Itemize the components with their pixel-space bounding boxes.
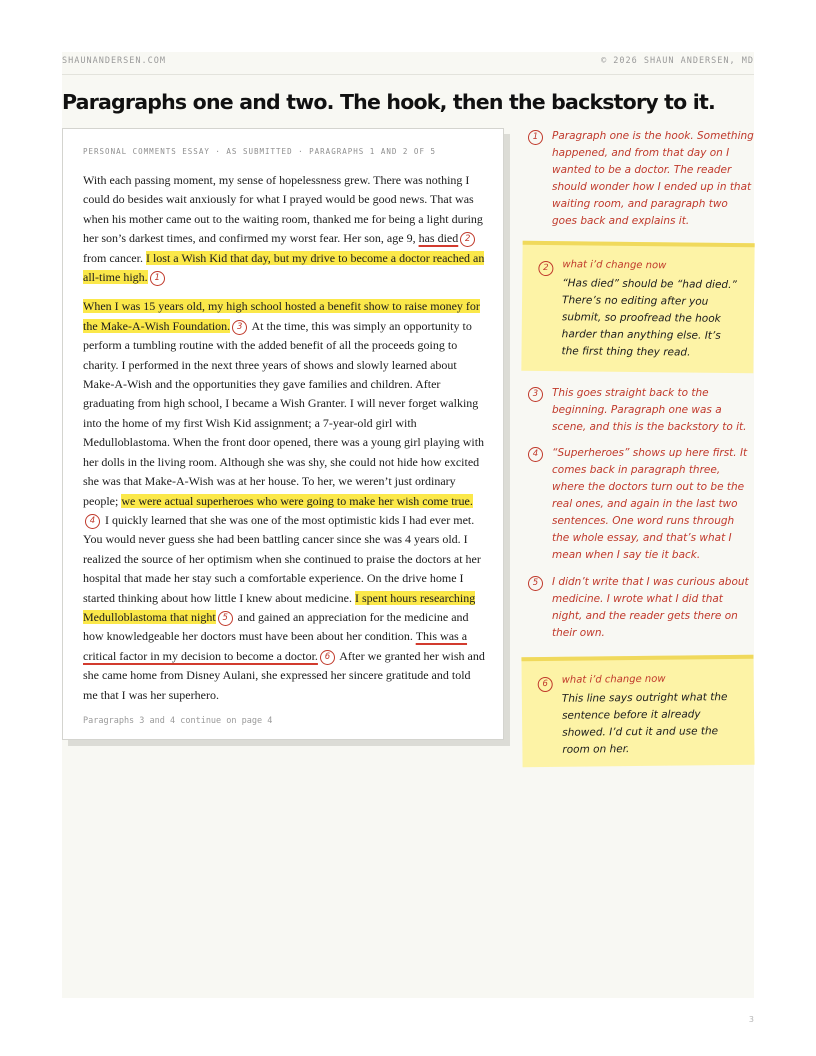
sticky-marker-6-icon: 6 [538,677,553,692]
marker-5-icon: 5 [218,611,233,626]
note-marker-5-icon: 5 [528,576,543,591]
essay-card [62,128,504,740]
underlined-phrase-critical-factor: This was a critical factor in my decision to become a doctor. [83,629,468,663]
underlined-phrase-has-died: has died [418,231,459,246]
highlight-wish-kid: I lost a Wish Kid that day, but my drive to become a doctor reached an all-time high. [83,250,485,285]
sticky-note-6-body: This line says outright what the sentence before it already showed. I’d cut it and use the room on her. [561,691,728,756]
page-title: Paragraphs one and two. The hook, then the backstory to it. [62,90,716,114]
essay-text [83,171,487,705]
marker-6-icon: 6 [320,650,335,665]
margin-note-5 [528,574,754,642]
note-marker-4-icon: 4 [528,447,543,462]
sticky-note-2-heading: what i’d change now [562,259,667,272]
site-name[interactable]: SHAUNANDERSEN.COM [62,56,166,66]
essay-card-label: PERSONAL COMMENTS ESSAY · AS SUBMITTED · PARAGRAPHS 1 AND 2 OF 5 [83,147,436,156]
sticky-marker-2-icon: 2 [538,261,553,276]
sticky-note-6 [521,655,754,767]
note-marker-3-icon: 3 [528,387,543,402]
margin-note-1-text: Paragraph one is the hook. Something happened, and from that day on I wanted to be a doctor. The reader should wonder how I ended up in that waiting room, and paragraph two goes back and explains it. [552,130,754,227]
copyright-text: © 2026 SHAUN ANDERSEN, MD [601,56,754,66]
margin-note-3-text: This goes straight back to the beginning. Paragraph one was a scene, and this is the backstory to it. [552,387,747,433]
essay-paragraph-1 [83,171,487,287]
sticky-note-2-body: “Has died” should be “had died.” There’s no editing after you submit, so proofread the hook harder than anything else. It’s the first thing they read. [561,277,737,359]
margin-note-5-text: I didn’t write that I was curious about medicine. I wrote what I did that night, and the reader gets there on their own. [552,576,749,639]
page-number: 3 [748,1015,754,1024]
essay-text-segment: from cancer. [83,250,146,265]
essay-text-segment: After we granted her wish and she came home from Disney Aulani, she expressed her sincere gratitude and told me that I was her superhero. [83,648,485,702]
highlight-benefit-show: When I was 15 years old, my high school hosted a benefit show to raise money for the Make-A-Wish Foundation. [83,299,480,333]
margin-note-3 [528,385,754,436]
margin-note-4-text: “Superheroes” shows up here first. It comes back in paragraph three, where the doctors turn out to be the real ones, and again in the last two sentences. One word runs through the whole essay, and that’s what I mean when I say tie it back. [552,447,748,561]
marker-3-icon: 3 [232,320,247,335]
essay-text-segment: With each passing moment, my sense of hopelessness grew. There was nothing I could do besides wait anxiously for what I prayed would be good news. That was when his mother came out to the waiting room, thanked me for being a light during her son’s darkest times, and confirmed my worst fear. Her son, age 9, [83,173,483,246]
marker-4-icon: 4 [85,514,100,529]
note-marker-1-icon: 1 [528,130,543,145]
essay-text-segment: I quickly learned that she was one of the most optimistic kids I had ever met. You would never guess she had been battling cancer since she was 4 years old. I realized the source of her optimism when she continued to praise the doctors at her hospital that made her stay such a comfortable experience. On the drive home I started thinking about how little I knew about medicine. [83,512,481,605]
margin-note-1 [528,128,754,230]
marker-1-icon: 1 [150,271,165,286]
margin-note-4 [528,445,754,564]
continue-note: Paragraphs 3 and 4 continue on page 4 [83,716,273,726]
highlight-superheroes: we were actual superheroes who were going to make her wish come true. [121,493,473,508]
essay-paragraph-2 [83,297,487,705]
essay-text-segment: and gained an appreciation for the medicine and how knowledgeable her doctors must have been about her condition. [83,609,469,644]
marker-2-icon: 2 [460,232,475,247]
header-divider [62,74,754,75]
essay-text-segment: At the time, this was simply an opportunity to perform a tumbling routine with the added benefit of all the proceeds going to charity. I performed in the next three years of shows and slowly learned about Make-A-Wish and the opportunities they gave families and children. After graduating from high school, I became a Wish Granter. I will never forget walking into the home of my first Wish Kid assignment; a 7-year-old girl with Medulloblastoma. When the front door opened, there was a young girl playing with her dolls in the living room. Although she was shy, she could not hide how excited she was that Make-A-Wish was at her house. To her, we weren’t just ordinary people; [83,318,485,508]
sticky-note-6-heading: what i’d change now [561,673,666,686]
sticky-note-2 [521,241,754,373]
highlight-researching: I spent hours researching Medulloblastoma that night [83,590,476,624]
